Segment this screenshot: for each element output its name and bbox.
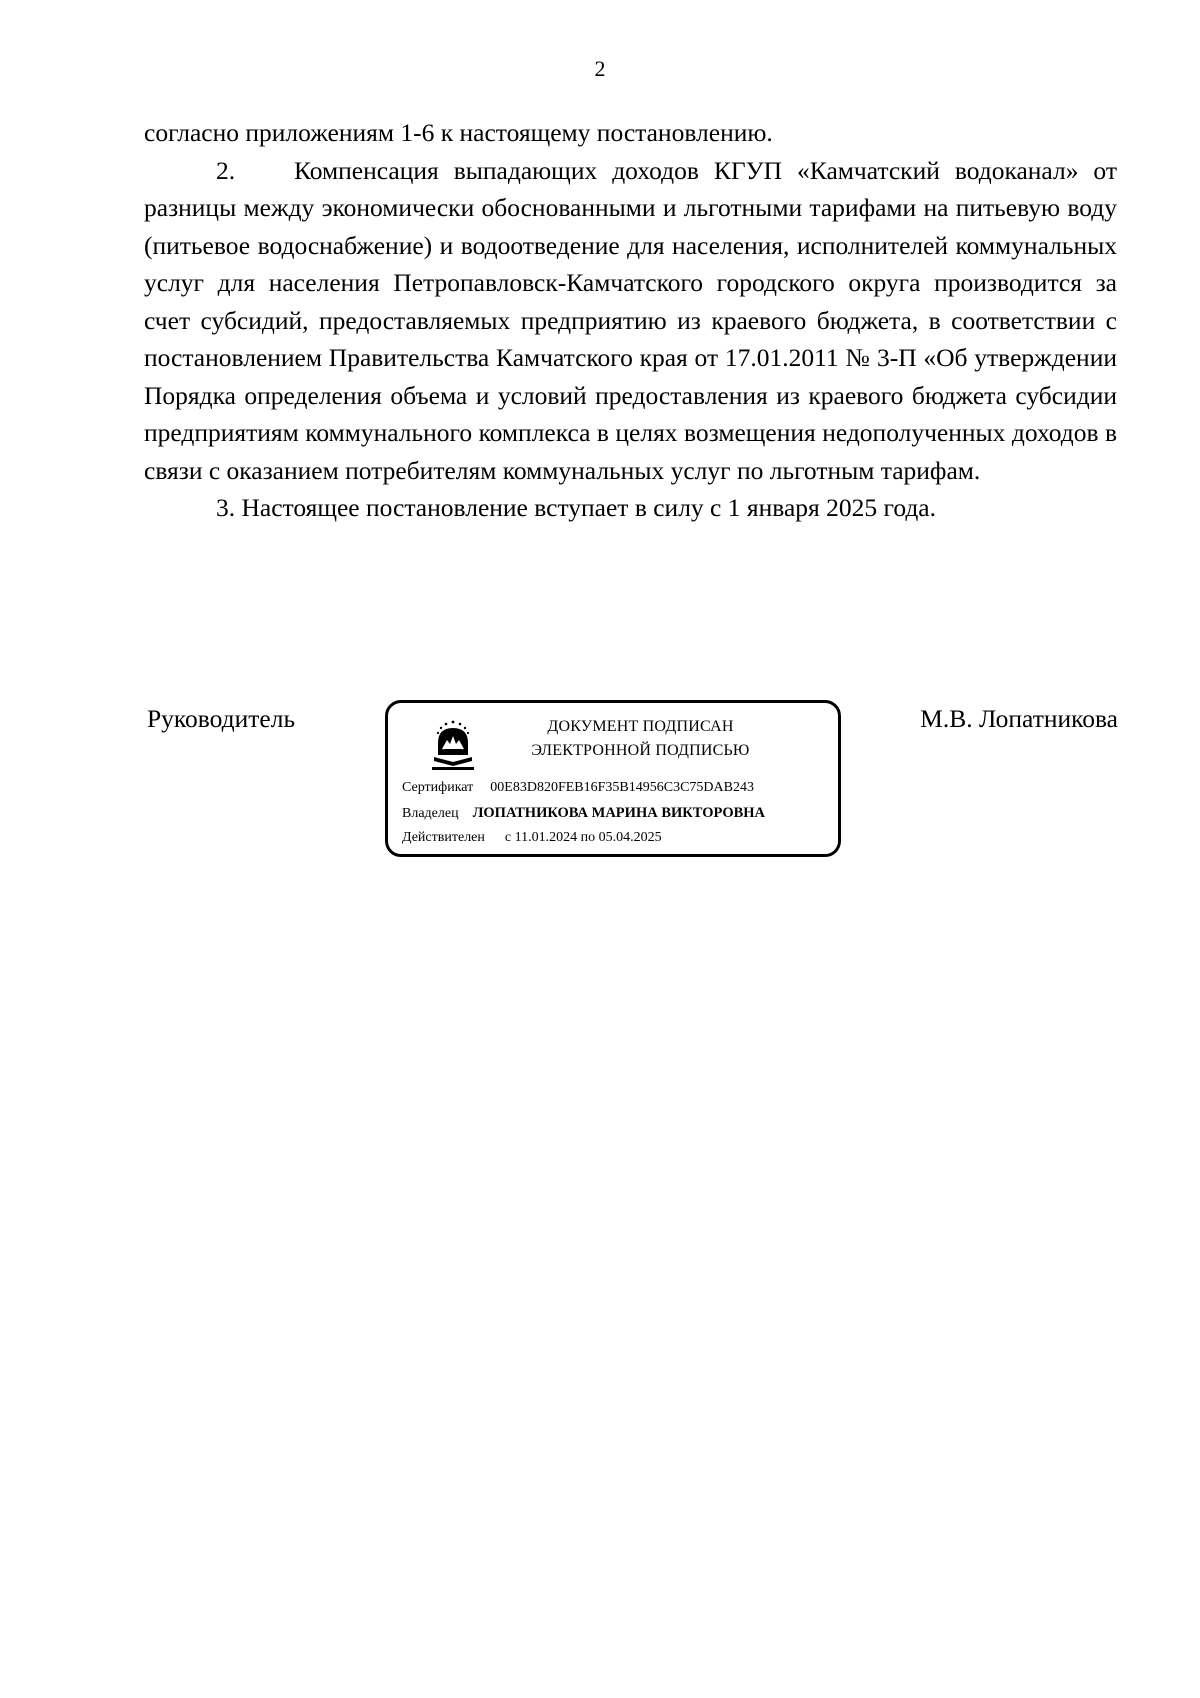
page-number: 2 bbox=[594, 56, 606, 81]
certificate-label: Сертификат bbox=[402, 780, 474, 795]
owner-label: Владелец bbox=[402, 806, 459, 821]
document-body bbox=[144, 114, 1117, 527]
paragraph-3: 3. Настоящее постановление вступает в силу с 1 января 2025 года. bbox=[216, 493, 937, 522]
stamp-validity-row bbox=[402, 830, 662, 846]
stamp-heading bbox=[498, 715, 783, 763]
owner-value: ЛОПАТНИКОВА МАРИНА ВИКТОРОВНА bbox=[472, 805, 766, 821]
signer-position: Руководитель bbox=[147, 704, 296, 733]
signer-name: М.В. Лопатникова bbox=[920, 704, 1118, 733]
validity-value: с 11.01.2024 по 05.04.2025 bbox=[504, 830, 662, 845]
stamp-heading-line-1: ДОКУМЕНТ ПОДПИСАН bbox=[547, 718, 734, 735]
certificate-value: 00E83D820FEB16F35B14956C3C75DAB243 bbox=[490, 780, 754, 795]
paragraph-2-text: Компенсация выпадающих доходов КГУП «Камчатский водоканал» от разницы между экономически обоснованными и льготными тарифами на питьевую воду (питьевое водоснабжение) и водоотведение для населения, исполнителей коммунальных услуг для населения Петропавловск-Камчатского городского округа производится за счет субсидий, предоставляемых предприятию из краевого бюджета, в соответствии с постановлением Правительства Камчатского края от 17.01.2011 № 3-П «Об утверждении Порядка определения объема и условий предоставления из краевого бюджета субсидии предприятиям коммунального комплекса в целях возмещения недополученных доходов в связи с оказанием потребителям коммунальных услуг по льготным тарифам. bbox=[144, 155, 1117, 485]
stamp-certificate-row bbox=[402, 780, 754, 796]
kamchatka-coat-of-arms-icon bbox=[428, 717, 478, 773]
paragraph-1-continuation: согласно приложениям 1-6 к настоящему постановлению. bbox=[144, 118, 773, 147]
paragraph-2-number: 2. bbox=[216, 155, 236, 185]
paragraph-2 bbox=[144, 152, 1117, 490]
stamp-owner-row bbox=[402, 805, 765, 822]
validity-label: Действителен bbox=[402, 830, 485, 845]
stamp-heading-line-2: ЭЛЕКТРОННОЙ ПОДПИСЬЮ bbox=[531, 742, 750, 759]
electronic-signature-stamp bbox=[385, 700, 841, 857]
